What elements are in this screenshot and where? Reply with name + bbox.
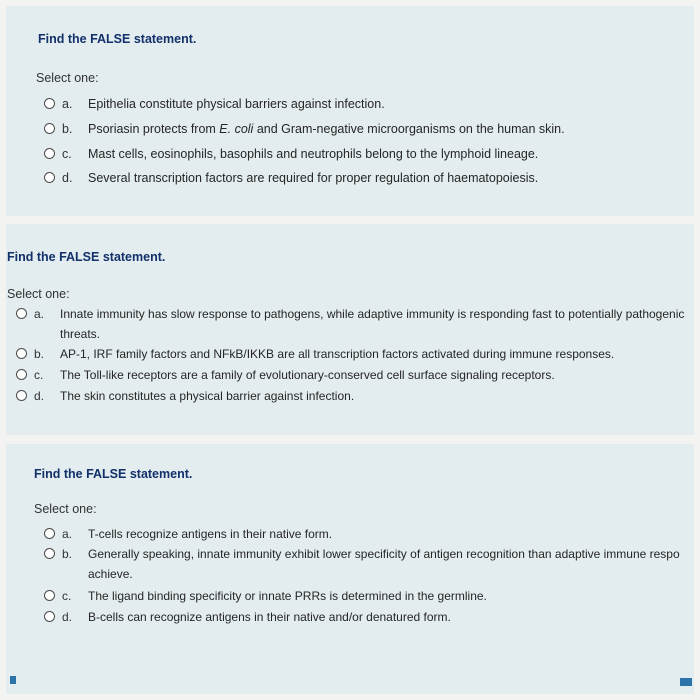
- select-one-label: Select one:: [7, 287, 70, 301]
- question-panel-3: [6, 444, 694, 694]
- option-a[interactable]: [44, 94, 385, 114]
- option-letter: b.: [62, 122, 73, 136]
- option-letter: a.: [34, 307, 45, 321]
- option-c[interactable]: [44, 144, 538, 164]
- question-title: Find the FALSE statement.: [38, 32, 197, 46]
- option-d[interactable]: [44, 607, 451, 627]
- radio-button[interactable]: [44, 148, 55, 159]
- corner-marker: [10, 676, 16, 684]
- option-text: Several transcription factors are required for proper regulation of haematopoiesis.: [88, 171, 539, 185]
- option-letter: b.: [62, 547, 73, 561]
- option-b[interactable]: [16, 344, 614, 364]
- question-panel-2: [6, 224, 694, 435]
- radio-button[interactable]: [44, 590, 55, 601]
- option-letter: d.: [34, 389, 45, 403]
- option-c[interactable]: [44, 586, 487, 606]
- option-d[interactable]: [16, 386, 354, 406]
- option-text: Mast cells, eosinophils, basophils and neutrophils belong to the lymphoid lineage.: [88, 147, 539, 161]
- option-text: The ligand binding specificity or innate PRRs is determined in the germline.: [88, 589, 487, 603]
- radio-button[interactable]: [16, 348, 27, 359]
- radio-button[interactable]: [44, 548, 55, 559]
- option-a[interactable]: [44, 524, 332, 544]
- option-text: T-cells recognize antigens in their native form.: [88, 527, 333, 541]
- option-letter: b.: [34, 347, 45, 361]
- question-title: Find the FALSE statement.: [7, 250, 166, 264]
- radio-button[interactable]: [16, 390, 27, 401]
- option-letter: d.: [62, 610, 73, 624]
- option-b[interactable]: [44, 119, 565, 139]
- radio-button[interactable]: [44, 172, 55, 183]
- option-text: The Toll-like receptors are a family of evolutionary-conserved cell surface signaling receptors.: [60, 368, 555, 382]
- option-text: Epithelia constitute physical barriers against infection.: [88, 97, 385, 111]
- option-letter: d.: [62, 171, 73, 185]
- option-d[interactable]: [44, 168, 538, 188]
- radio-button[interactable]: [44, 123, 55, 134]
- option-letter: c.: [62, 147, 72, 161]
- option-text: Generally speaking, innate immunity exhibit lower specificity of antigen recognition than adaptive immune respo achieve.: [88, 547, 680, 581]
- radio-button[interactable]: [44, 611, 55, 622]
- option-letter: c.: [34, 368, 44, 382]
- option-c[interactable]: [16, 365, 555, 385]
- option-letter: a.: [62, 527, 73, 541]
- option-letter: a.: [62, 97, 73, 111]
- question-title: Find the FALSE statement.: [34, 467, 193, 481]
- radio-button[interactable]: [16, 308, 27, 319]
- radio-button[interactable]: [44, 98, 55, 109]
- option-text: Innate immunity has slow response to pathogens, while adaptive immunity is responding fast to potentially pathogenic threats.: [60, 307, 685, 341]
- radio-button[interactable]: [16, 369, 27, 380]
- option-text: The skin constitutes a physical barrier against infection.: [60, 389, 355, 403]
- option-text: Psoriasin protects from E. coli and Gram-negative microorganisms on the human skin.: [88, 122, 565, 136]
- option-a[interactable]: [16, 304, 684, 344]
- option-letter: c.: [62, 589, 72, 603]
- option-b[interactable]: [44, 544, 680, 584]
- radio-button[interactable]: [44, 528, 55, 539]
- select-one-label: Select one:: [36, 71, 99, 85]
- question-panel-1: [6, 6, 694, 216]
- select-one-label: Select one:: [34, 502, 97, 516]
- option-text: B-cells can recognize antigens in their native and/or denatured form.: [88, 610, 451, 624]
- corner-marker: [680, 678, 692, 686]
- option-text: AP-1, IRF family factors and NFkB/IKKB are all transcription factors activated during immune responses.: [60, 347, 615, 361]
